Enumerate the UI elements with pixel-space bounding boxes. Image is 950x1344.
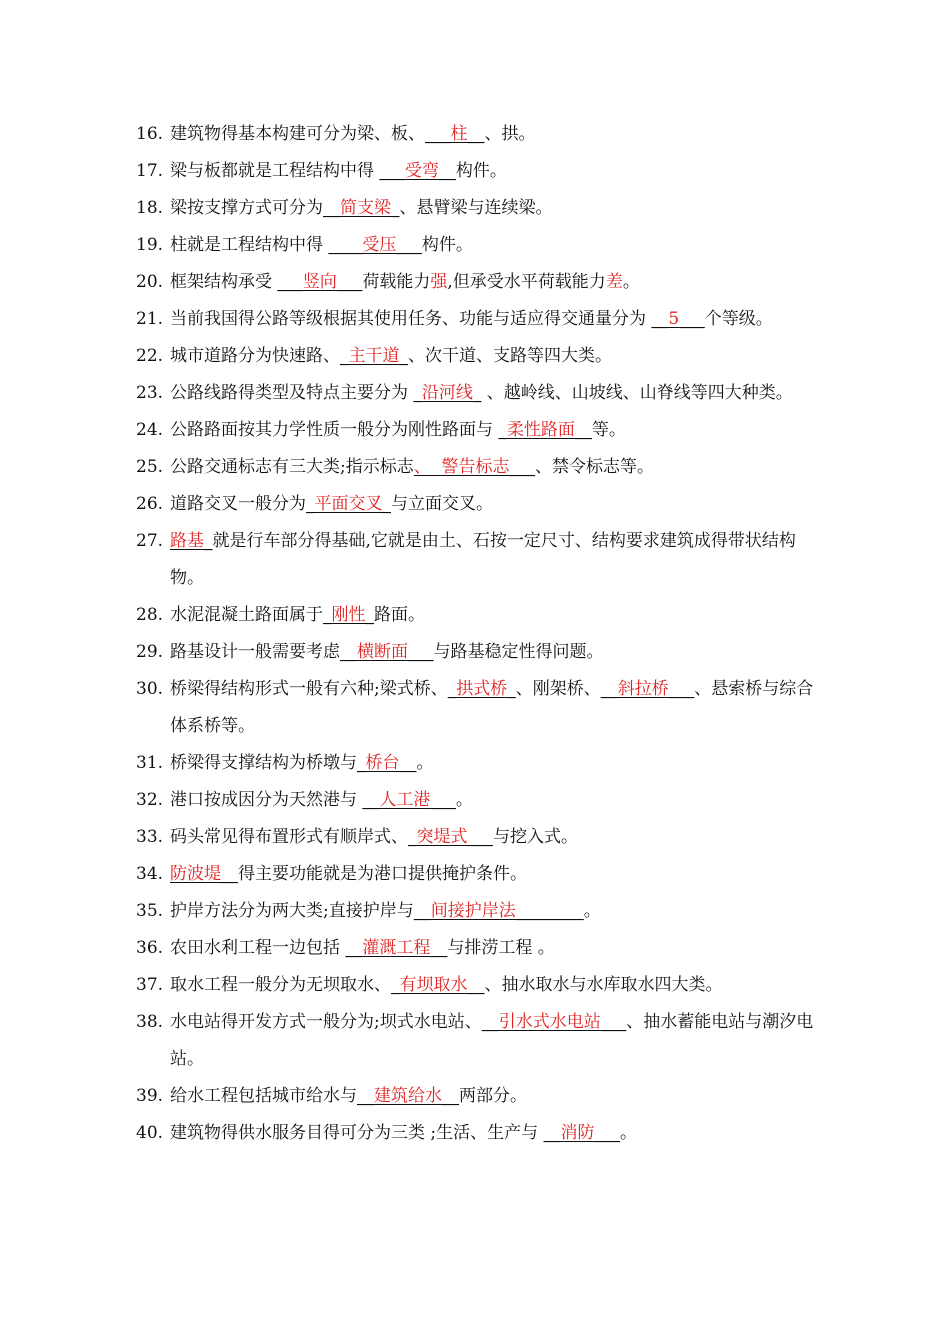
answer-text: 突堤式 (416, 827, 468, 847)
question-text (170, 190, 816, 227)
question-segment: 、悬索桥与综合体系桥等。 (170, 679, 814, 736)
blank-line: __ (467, 975, 485, 995)
question-text (170, 449, 816, 486)
question-number: 18. (136, 198, 164, 218)
blank-line: __ (543, 1123, 561, 1143)
question-text (170, 634, 816, 671)
question-segment: 公路路面按其力学性质一般分为刚性路面与 (170, 420, 499, 440)
question-item (136, 819, 816, 856)
blank-line: _ (472, 383, 482, 403)
question-item (136, 338, 816, 375)
question-segment: 码头常见得布置形式有顺岸式、 (170, 827, 408, 847)
question-item (136, 597, 816, 634)
question-segment: 、禁令标志等。 (535, 457, 655, 477)
question-number: 26. (136, 494, 164, 514)
question-text (170, 1004, 816, 1078)
question-segment: 、越岭线、山坡线、山脊线等四大种类。 (481, 383, 793, 403)
question-segment: 梁按支撑方式可分为 (170, 198, 323, 218)
answer-text: 受压 (362, 235, 397, 255)
question-item (136, 1115, 816, 1152)
question-item (136, 967, 816, 1004)
blank-line: __ (600, 679, 618, 699)
question-number: 24. (136, 420, 164, 440)
blank-line: __ (651, 309, 669, 329)
question-item (136, 190, 816, 227)
question-number: 34. (136, 864, 164, 884)
question-text (170, 893, 816, 930)
blank-line: _ (391, 198, 400, 218)
question-segment: ,但承受水平荷载能力 (447, 272, 606, 292)
question-text (170, 671, 816, 745)
question-text (170, 745, 816, 782)
question-segment: 护岸方法分为两大类;直接护岸与 (170, 901, 414, 921)
blank-line: ________ (515, 901, 584, 921)
question-segment: 。 (622, 272, 640, 292)
blank-line: ___ (509, 457, 536, 477)
question-item (136, 523, 816, 597)
question-item (136, 375, 816, 412)
question-text (170, 227, 816, 264)
blank-line: ___ (408, 642, 434, 662)
blank-line: _ (413, 383, 422, 403)
question-item (136, 856, 816, 893)
question-segment: 道路交叉一般分为 (170, 494, 306, 514)
question-segment: 、刚架桥、 (515, 679, 601, 699)
question-number: 40. (136, 1123, 164, 1143)
answer-text: 间接护岸法 (430, 901, 516, 921)
blank-line: ___ (425, 124, 451, 144)
blank-line: __ (399, 753, 417, 773)
question-segment: 。 (583, 901, 601, 921)
question-segment: 。 (455, 790, 473, 810)
question-number: 21. (136, 309, 164, 329)
question-text (170, 412, 816, 449)
question-segment: 、拱。 (484, 124, 536, 144)
blank-line: __ (481, 1012, 499, 1032)
answer-text: 差 (605, 272, 623, 292)
question-item (136, 116, 816, 153)
question-number: 19. (136, 235, 164, 255)
question-number: 16. (136, 124, 164, 144)
question-text (170, 597, 816, 634)
answer-text: 人工港 (379, 790, 431, 810)
blank-line: _ (382, 494, 391, 514)
answer-text: 沿河线 (421, 383, 473, 403)
question-text (170, 301, 816, 338)
blank-line: _ (399, 346, 408, 366)
blank-line: ___ (600, 1012, 627, 1032)
question-segment: 与挖入式。 (493, 827, 578, 847)
blank-line: __ (442, 1086, 459, 1106)
answer-text: 平面交叉 (314, 494, 383, 514)
question-number: 38. (136, 1012, 164, 1032)
answer-text: 强 (430, 272, 448, 292)
question-item (136, 301, 816, 338)
blank-line: __ (345, 938, 363, 958)
question-text (170, 375, 816, 412)
question-segment: 给水工程包括城市给水与 (170, 1086, 357, 1106)
blank-line: __ (362, 790, 380, 810)
question-number: 31. (136, 753, 164, 773)
answer-text: 防波堤 (170, 864, 221, 884)
blank-line: __ (574, 420, 592, 440)
answer-text: 柱 (450, 124, 468, 144)
blank-line: _ (340, 346, 349, 366)
question-number: 22. (136, 346, 164, 366)
question-segment: 公路线路得类型及特点主要分为 (170, 383, 414, 403)
question-list (136, 116, 816, 1152)
answer-text: 、 警告标志 (413, 457, 510, 477)
question-segment: 柱就是工程结构中得 (170, 235, 329, 255)
question-text (170, 486, 816, 523)
question-item (136, 449, 816, 486)
blank-line: __ (413, 901, 431, 921)
question-segment: 。 (416, 753, 434, 773)
blank-line: _ (391, 975, 400, 995)
question-number: 17. (136, 161, 164, 181)
question-item (136, 412, 816, 449)
blank-line: __ (467, 124, 485, 144)
blank-line: __ (221, 864, 238, 884)
question-text (170, 856, 816, 893)
question-segment: 与路基稳定性得问题。 (433, 642, 604, 662)
question-text (170, 819, 816, 856)
blank-line: _ (447, 679, 457, 699)
blank-line: ___ (679, 309, 705, 329)
question-item (136, 486, 816, 523)
question-item (136, 153, 816, 190)
question-segment: 建筑物得供水服务目得可分为三类 ;生活、生产与 (170, 1123, 544, 1143)
blank-line: _ (507, 679, 516, 699)
question-segment: 、抽水蓄能电站与潮汐电站。 (170, 1012, 814, 1069)
question-segment: 建筑物得基本构建可分为梁、板、 (170, 124, 425, 144)
question-number: 23. (136, 383, 164, 403)
question-segment: 与立面交叉。 (391, 494, 493, 514)
blank-line: _ (204, 531, 213, 551)
blank-line: ___ (430, 790, 456, 810)
answer-text: 柔性路面 (506, 420, 575, 440)
question-segment: 路面。 (374, 605, 425, 625)
question-segment: 与排涝工程 。 (447, 938, 555, 958)
question-segment: 得主要功能就是为港口提供掩护条件。 (238, 864, 527, 884)
question-segment: 当前我国得公路等级根据其使用任务、功能与适应得交通量分为 (170, 309, 652, 329)
blank-line: ___ (379, 161, 405, 181)
blank-line: _ (498, 420, 507, 440)
question-segment: 水泥混凝土路面属于 (170, 605, 323, 625)
blank-line: ___ (396, 235, 422, 255)
question-item (136, 1004, 816, 1078)
blank-line: _ (357, 753, 366, 773)
question-item (136, 930, 816, 967)
answer-text: 简支梁 (340, 198, 391, 218)
blank-line: ____ (328, 235, 363, 255)
question-segment: 框架结构承受 (170, 272, 278, 292)
question-number: 36. (136, 938, 164, 958)
question-number: 29. (136, 642, 164, 662)
blank-line: ___ (594, 1123, 621, 1143)
question-text (170, 967, 816, 1004)
blank-line: _ (365, 605, 374, 625)
question-segment: 梁与板都就是工程结构中得 (170, 161, 380, 181)
question-segment: 城市道路分为快速路、 (170, 346, 340, 366)
answer-text: 建筑给水 (374, 1086, 442, 1106)
question-text (170, 930, 816, 967)
question-number: 39. (136, 1086, 164, 1106)
question-segment: 、悬臂梁与连续梁。 (399, 198, 553, 218)
blank-line: __ (438, 161, 456, 181)
question-item (136, 745, 816, 782)
answer-text: 5 (668, 309, 680, 329)
answer-text: 拱式桥 (456, 679, 508, 699)
question-segment: 构件。 (455, 161, 507, 181)
question-segment: 、抽水取水与水库取水四大类。 (484, 975, 723, 995)
answer-text: 灌溉工程 (362, 938, 431, 958)
answer-text: 引水式水电站 (498, 1012, 601, 1032)
blank-line: __ (340, 642, 357, 662)
blank-line: __ (323, 198, 340, 218)
blank-line: __ (430, 938, 448, 958)
question-text (170, 1115, 816, 1152)
answer-text: 斜拉桥 (617, 679, 669, 699)
question-number: 20. (136, 272, 164, 292)
question-item (136, 782, 816, 819)
question-segment: 公路交通标志有三大类;指示标志 (170, 457, 414, 477)
question-segment: 等。 (591, 420, 626, 440)
question-segment: 桥梁得结构形式一般有六种;梁式桥、 (170, 679, 448, 699)
blank-line: _ (323, 605, 332, 625)
question-text (170, 1078, 816, 1115)
blank-line: ___ (668, 679, 695, 699)
question-segment: 荷载能力 (362, 272, 431, 292)
question-item (136, 671, 816, 745)
answer-text: 有坝取水 (399, 975, 468, 995)
question-segment: 水电站得开发方式一般分为;坝式水电站、 (170, 1012, 482, 1032)
answer-text: 竖向 (302, 272, 337, 292)
question-number: 27. (136, 531, 164, 551)
question-text (170, 116, 816, 153)
question-item (136, 227, 816, 264)
answer-text: 路基 (170, 531, 204, 551)
question-segment: 两部分。 (459, 1086, 527, 1106)
question-segment: 个等级。 (704, 309, 773, 329)
question-number: 37. (136, 975, 164, 995)
question-number: 25. (136, 457, 164, 477)
blank-line: ___ (336, 272, 363, 292)
blank-line: _ (306, 494, 315, 514)
question-segment: 构件。 (421, 235, 473, 255)
blank-line: ___ (467, 827, 493, 847)
question-number: 33. (136, 827, 164, 847)
question-segment: 、次干道、支路等四大类。 (408, 346, 612, 366)
question-item (136, 264, 816, 301)
blank-line: _ (408, 827, 417, 847)
question-segment: 港口按成因分为天然港与 (170, 790, 363, 810)
blank-line: ___ (277, 272, 303, 292)
answer-text: 主干道 (348, 346, 400, 366)
question-segment: 桥梁得支撑结构为桥墩与 (170, 753, 357, 773)
question-item (136, 634, 816, 671)
question-text (170, 338, 816, 375)
answer-text: 横断面 (357, 642, 408, 662)
question-text (170, 523, 816, 597)
question-number: 35. (136, 901, 164, 921)
answer-text: 桥台 (365, 753, 400, 773)
question-item (136, 1078, 816, 1115)
question-text (170, 782, 816, 819)
question-segment: 路基设计一般需要考虑 (170, 642, 340, 662)
question-segment: 农田水利工程一边包括 (170, 938, 346, 958)
question-number: 30. (136, 679, 164, 699)
question-segment: 。 (620, 1123, 638, 1143)
question-segment: 取水工程一般分为无坝取水、 (170, 975, 391, 995)
question-number: 32. (136, 790, 164, 810)
question-text (170, 153, 816, 190)
question-text (170, 264, 816, 301)
answer-text: 消防 (560, 1123, 595, 1143)
blank-line: __ (357, 1086, 374, 1106)
answer-text: 刚性 (331, 605, 366, 625)
question-item (136, 893, 816, 930)
question-segment: 就是行车部分得基础,它就是由土、石按一定尺寸、结构要求建筑成得带状结构物。 (170, 531, 796, 588)
question-number: 28. (136, 605, 164, 625)
answer-text: 受弯 (404, 161, 439, 181)
